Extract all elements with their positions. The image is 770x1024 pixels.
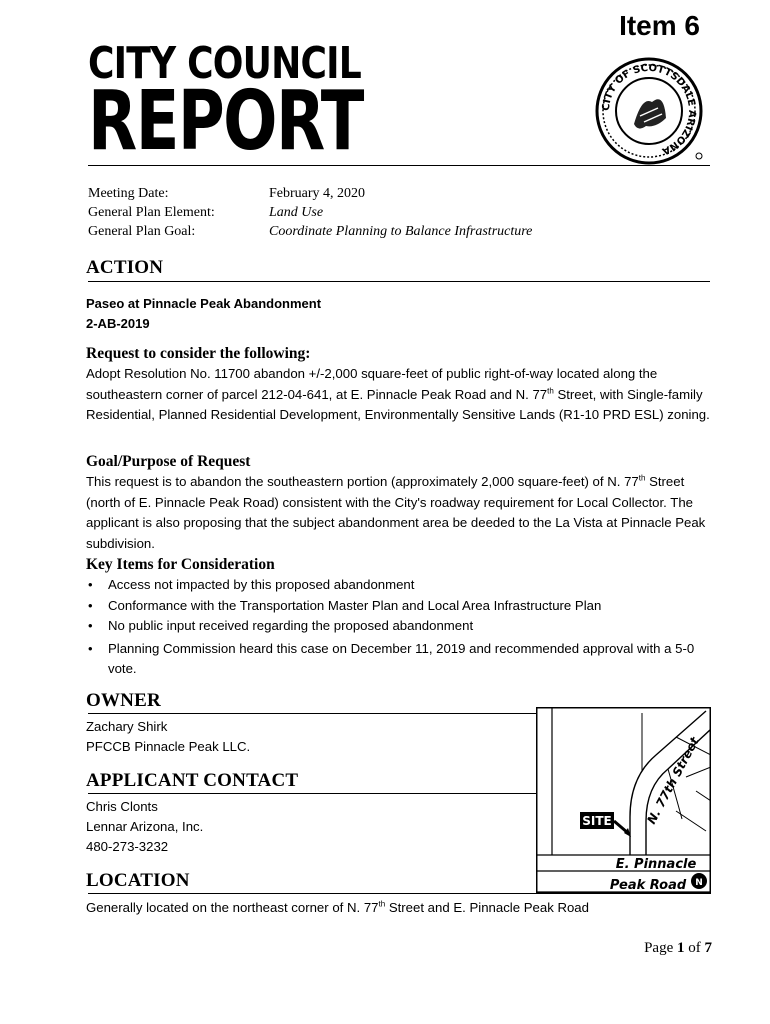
applicant-company: Lennar Arizona, Inc. [86, 819, 204, 834]
location-heading: LOCATION [86, 870, 190, 891]
list-item: • Access not impacted by this proposed abandonment [86, 575, 716, 596]
report-title-line1: CITY COUNCIL [88, 38, 361, 89]
meta-label-goal: General Plan Goal: [88, 224, 196, 239]
applicant-phone: 480-273-3232 [86, 839, 169, 854]
request-heading: Request to consider the following: [86, 345, 311, 362]
item-label: Item 6 [619, 10, 700, 41]
case-title: Paseo at Pinnacle Peak Abandonment [86, 296, 322, 311]
header-divider [88, 165, 710, 166]
map-street-label: N. 77th Street [644, 734, 702, 827]
report-title-line2: REPORT [88, 74, 363, 169]
applicant-heading: APPLICANT CONTACT [86, 770, 299, 791]
location-text: Generally located on the northeast corner of N. 77th Street and E. Pinnacle Peak Road [86, 899, 589, 915]
meta-label-element: General Plan Element: [88, 205, 215, 220]
map-road-line1: E. Pinnacle [615, 857, 697, 872]
request-text: Adopt Resolution No. 11700 abandon +/-2,000 square-feet of public right-of-way located along the southeastern corner of parcel 212-04-641, at E. Pinnacle Peak Road and N. 77th Street, with Single-family Residential, Planned Residential Development, Environmentally Sensitive Lands (R1-10 PRD ESL) zoning. [86, 366, 710, 422]
owner-company: PFCCB Pinnacle Peak LLC. [86, 739, 251, 754]
action-heading: ACTION [86, 257, 164, 278]
list-item: • Planning Commission heard this case on December 11, 2019 and recommended approval with a 5-0 vote. [86, 639, 716, 680]
meta-value-element: Land Use [269, 205, 324, 220]
page-number: Page 1 of 7 [644, 940, 712, 956]
action-divider [88, 281, 710, 282]
applicant-divider [88, 793, 538, 794]
meta-value-date: February 4, 2020 [269, 186, 366, 201]
map-site-label: SITE [582, 814, 612, 828]
seal-text: CITY OF SCOTTSDALE ARIZONA [600, 62, 698, 157]
list-item: • No public input received regarding the proposed abandonment [86, 616, 716, 637]
map-road-line2: Peak Road [609, 878, 687, 893]
goal-heading: Goal/Purpose of Request [86, 453, 251, 470]
owner-heading: OWNER [86, 690, 161, 711]
city-seal-icon [594, 56, 704, 166]
key-items-list [86, 575, 716, 680]
meta-value-goal: Coordinate Planning to Balance Infrastructure [269, 224, 533, 239]
case-number: 2-AB-2019 [86, 316, 150, 331]
list-item: • Conformance with the Transportation Master Plan and Local Area Infrastructure Plan [86, 596, 716, 617]
applicant-name: Chris Clonts [86, 799, 158, 814]
key-items-heading: Key Items for Consideration [86, 556, 275, 573]
meta-label-date: Meeting Date: [88, 186, 169, 201]
owner-name: Zachary Shirk [86, 719, 168, 734]
location-divider [88, 893, 538, 894]
location-map [536, 707, 711, 894]
goal-text: This request is to abandon the southeastern portion (approximately 2,000 square-feet) of N. 77th Street (north of E. Pinnacle Peak Road) consistent with the City's roadway requirement for Local Collector. The applicant is also proposing that the subject abandonment area be deeded to the La Vista at Pinnacle Peak subdivision. [86, 473, 706, 551]
map-north-label: N [695, 878, 703, 888]
owner-divider [88, 713, 538, 714]
